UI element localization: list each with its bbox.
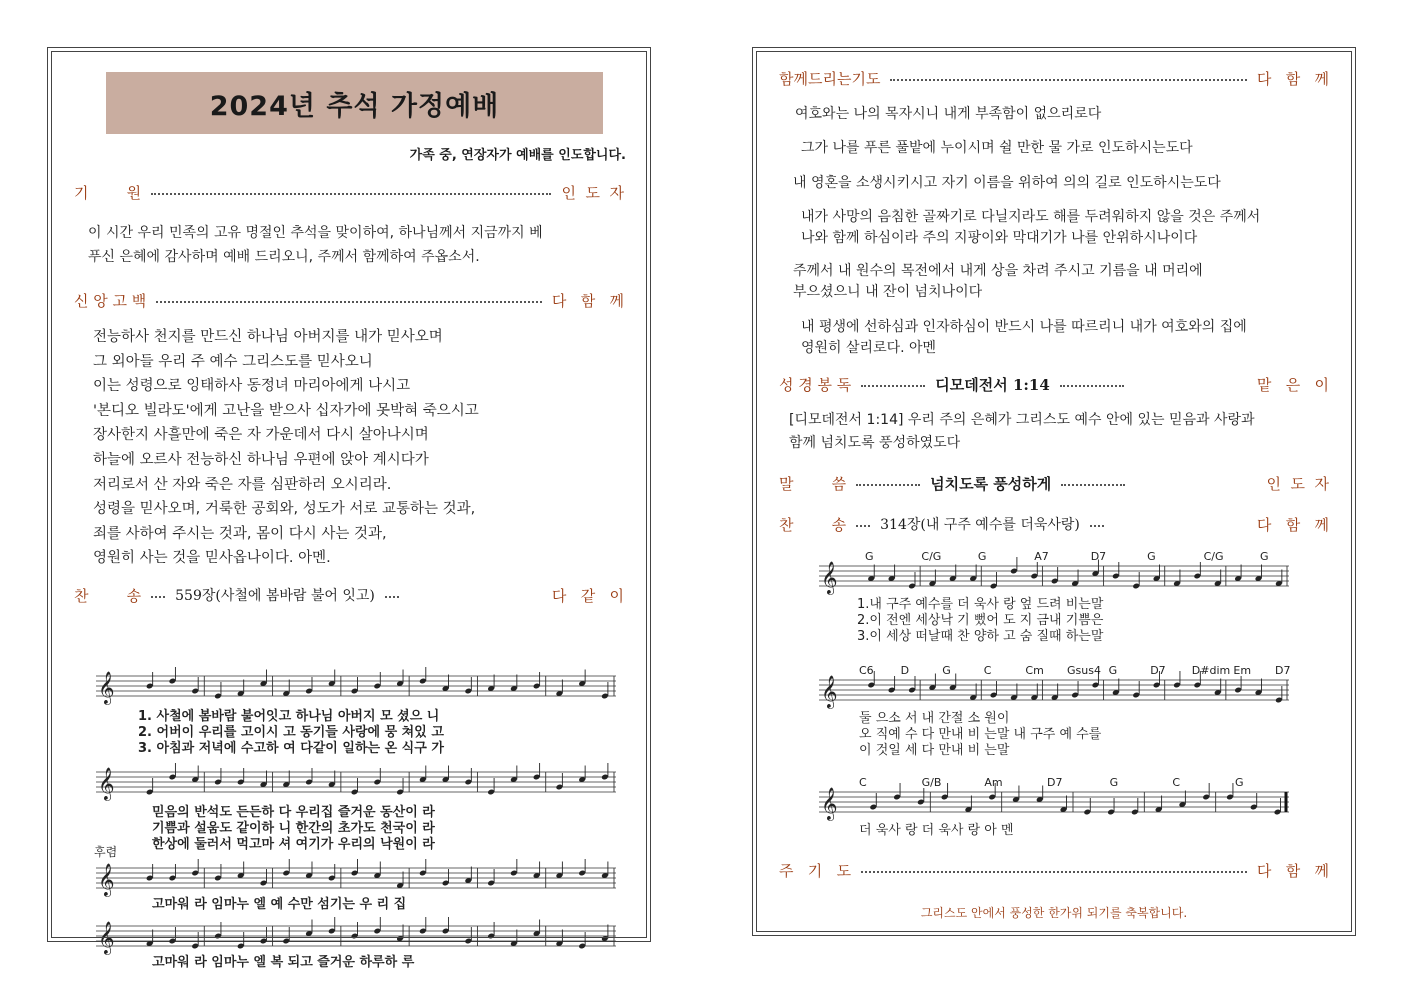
text-line: '본디오 빌라도'에게 고난을 받으사 십자가에 못박혀 죽으시고 xyxy=(93,402,479,419)
lords-prayer-who: 다 함 께 xyxy=(1256,861,1329,880)
chord-symbol: C xyxy=(859,776,867,789)
leader-dots xyxy=(385,596,399,598)
page-title: 2024년 추석 가정예배 xyxy=(209,90,500,122)
verse-line: 3.이 세상 떠날때 찬 양하 고 숨 질때 하는말 xyxy=(857,629,1104,644)
chord-symbol: A7 xyxy=(1034,550,1049,563)
treble-clef-icon: 𝄞 xyxy=(98,671,115,704)
chord-symbol: G xyxy=(1108,664,1118,677)
verse-line: 1. 사철에 봄바람 불어잇고 하나님 아버지 모 셨으 니 xyxy=(138,709,440,724)
chord-symbol: G xyxy=(977,550,987,563)
hymn-title: 559장(사철에 봄바람 불어 잇고) xyxy=(175,588,375,604)
chord-symbol: C/G xyxy=(1203,550,1224,563)
verse-line: 이 것일 세 다 만내 비 는말 xyxy=(859,743,1010,758)
psalm-label: 함께드리는기도 xyxy=(779,69,881,88)
text-line: 부으셨으니 내 잔이 넘치나이다 xyxy=(793,284,983,300)
verse-line: 2. 어버이 우리를 고이시 고 동기들 사랑에 뭉 쳐있 고 xyxy=(138,725,444,740)
verse-line: 1.내 구주 예수를 더 욱사 랑 엎 드려 비는말 xyxy=(857,597,1104,612)
hymn2-label: 찬 송 xyxy=(779,515,847,534)
leader-dots xyxy=(1061,484,1125,486)
psalm-verse xyxy=(793,261,1203,303)
leader-dots xyxy=(151,193,551,195)
text-line: 하늘에 오르사 전능하신 하나님 우편에 앉아 계시다가 xyxy=(93,451,429,468)
text-line: 죄를 사하여 주시는 것과, 몸이 다시 사는 것과, xyxy=(93,525,387,542)
chord-symbol: D7 xyxy=(1047,776,1063,789)
reading-heading xyxy=(779,372,1329,396)
chord-symbol: C/G xyxy=(921,550,942,563)
hymn-who: 다 같 이 xyxy=(551,586,624,605)
creed-who: 다 함 께 xyxy=(551,291,624,310)
verse-line: 둘 으소 서 내 간절 소 원이 xyxy=(859,711,1010,726)
chord-symbol: Gsus4 xyxy=(1067,664,1101,677)
verse-line: 한상에 둘러서 먹고마 셔 여기가 우리의 낙원이 라 xyxy=(152,837,435,852)
verse-line: 더 욱사 랑 더 욱사 랑 아 멘 xyxy=(859,823,1014,838)
text-line: 나와 함께 하심이라 주의 지팡이와 막대기가 나를 안위하시나이다 xyxy=(801,230,1198,246)
chord-symbol: D xyxy=(900,664,910,677)
chord-symbol: D7 xyxy=(1090,550,1107,563)
sermon-heading xyxy=(779,471,1329,495)
text-line: 그가 나를 푸른 풀밭에 누이시며 쉴 만한 물 가로 인도하시는도다 xyxy=(801,140,1193,156)
sermon-who: 인 도 자 xyxy=(1266,474,1329,493)
text-line: 영원히 사는 것을 믿사옵나이다. 아멘. xyxy=(93,550,331,567)
leader-dots xyxy=(156,301,542,303)
prayer-heading xyxy=(74,180,624,204)
creed-text xyxy=(93,325,479,571)
chord-symbol: C xyxy=(983,664,992,677)
verse-line: 기쁨과 설움도 같이하 니 한간의 초가도 천국이 라 xyxy=(152,821,435,836)
reading-label: 성 경 봉 독 xyxy=(779,375,852,394)
leader-dots xyxy=(1060,385,1124,387)
psalm-who: 다 함 께 xyxy=(1256,69,1329,88)
treble-clef-icon: 𝄞 xyxy=(821,787,838,820)
lords-prayer-heading xyxy=(779,858,1329,882)
chord-symbol: G/B xyxy=(921,776,942,789)
treble-clef-icon: 𝄞 xyxy=(98,863,115,896)
refrain-line: 고마워 라 임마누 엘 복 되고 즐거운 하루하 루 xyxy=(152,955,415,970)
closing-message: 그리스도 안에서 풍성한 한가위 되기를 축복합니다. xyxy=(920,906,1188,920)
text-line: 영원히 살리로다. 아멘 xyxy=(801,340,937,356)
psalm-verse xyxy=(801,207,1260,249)
psalm-verse xyxy=(793,173,1221,194)
verse-line: 믿음의 반석도 든든하 다 우리집 즐거운 동산이 라 xyxy=(152,805,435,820)
chord-symbol: G xyxy=(1147,550,1156,563)
reading-who: 맡 은 이 xyxy=(1256,375,1329,394)
leader-dots xyxy=(861,385,925,387)
prayer-text xyxy=(88,221,543,269)
text-line: 주께서 내 원수의 목전에서 내게 상을 차려 주시고 기름을 내 머리에 xyxy=(793,263,1203,279)
leader-dots xyxy=(890,79,1246,81)
text-line: 이 시간 우리 민족의 고유 명절인 추석을 맞이하여, 하나님께서 지금까지 베 xyxy=(88,225,543,241)
leader-dots xyxy=(856,484,920,486)
psalm-heading xyxy=(779,66,1329,90)
psalm-verse xyxy=(801,138,1193,159)
creed-label: 신 앙 고 백 xyxy=(74,291,147,310)
verse-line: 오 직예 수 다 만내 비 는말 내 구주 예 수를 xyxy=(859,727,1102,742)
treble-clef-icon: 𝄞 xyxy=(98,767,115,800)
hymn-label: 찬 송 xyxy=(74,586,142,605)
text-line: [디모데전서 1:14] 우리 주의 은혜가 그리스도 예수 안에 있는 믿음과 사랑과 xyxy=(789,412,1255,428)
treble-clef-icon: 𝄞 xyxy=(821,561,838,594)
chord-symbol: G xyxy=(1109,776,1119,789)
treble-clef-icon: 𝄞 xyxy=(821,675,838,708)
leader-dots xyxy=(856,525,870,527)
prayer-who: 인 도 자 xyxy=(561,183,624,202)
chord-symbol: G xyxy=(1235,776,1244,789)
leader-dots xyxy=(1090,525,1104,527)
chord-symbol: Am xyxy=(984,776,1003,789)
leader-dots xyxy=(861,871,1247,873)
hymn2-heading xyxy=(779,512,1329,536)
title-banner xyxy=(106,72,603,134)
chord-symbol: Em xyxy=(1233,664,1252,677)
left-page xyxy=(47,47,651,970)
chord-symbol: G xyxy=(1260,550,1269,563)
verse-line: 2.이 전엔 세상낙 기 뻤어 도 지 금내 기쁨은 xyxy=(857,613,1104,628)
text-line: 그 외아들 우리 주 예수 그리스도를 믿사오니 xyxy=(93,353,373,370)
refrain-line: 고마워 라 임마누 엘 예 수만 섬기는 우 리 집 xyxy=(152,897,407,912)
chord-symbol: D#dim xyxy=(1191,664,1231,677)
text-line: 장사한지 사흘만에 죽은 자 가운데서 다시 살아나시며 xyxy=(93,427,429,444)
text-line: 내가 사망의 음침한 골짜기로 다닐지라도 해를 두려워하지 않을 것은 주께서 xyxy=(801,209,1261,225)
hymn-559-score xyxy=(88,620,618,970)
creed-heading xyxy=(74,288,624,312)
psalm-verse xyxy=(795,104,1101,125)
text-line: 내 영혼을 소생시키시고 자기 이름을 위하여 의의 길로 인도하시는도다 xyxy=(793,175,1221,191)
subtitle: 가족 중, 연장자가 예배를 인도합니다. xyxy=(409,148,626,163)
hymn-heading xyxy=(74,583,624,607)
text-line: 푸신 은혜에 감사하며 예배 드리오니, 주께서 함께하여 주옵소서. xyxy=(88,249,480,265)
verse-line: 3. 아침과 저녁에 수고하 여 다같이 일하는 온 식구 가 xyxy=(138,741,444,756)
text-line: 전능하사 천지를 만드신 하나님 아버지를 내가 믿사오며 xyxy=(93,329,443,345)
text-line: 성령을 믿사오며, 거룩한 공회와, 성도가 서로 교통하는 것과, xyxy=(93,501,476,518)
hymn-314-score xyxy=(815,548,1295,843)
sermon-label: 말 씀 xyxy=(779,474,847,493)
right-page xyxy=(752,47,1356,936)
lords-prayer-label: 주 기 도 xyxy=(779,861,852,880)
chord-symbol: Cm xyxy=(1025,664,1044,677)
chord-symbol: D7 xyxy=(1150,664,1166,677)
reading-text xyxy=(789,409,1255,455)
chord-symbol: G xyxy=(942,664,951,677)
prayer-label: 기 원 xyxy=(74,183,142,202)
chord-symbol: G xyxy=(865,550,874,563)
text-line: 저리로서 산 자와 죽은 자를 심판하러 오시리라. xyxy=(93,476,392,493)
text-line: 내 평생에 선하심과 인자하심이 반드시 나를 따르리니 내가 여호와의 집에 xyxy=(801,319,1247,335)
reading-ref: 디모데전서 1:14 xyxy=(935,375,1050,394)
text-line: 함께 넘치도록 풍성하였도다 xyxy=(789,435,961,451)
hymn2-who: 다 함 께 xyxy=(1256,515,1329,534)
hymn2-title: 314장(내 구주 예수를 더욱사랑) xyxy=(880,517,1080,533)
text-line: 이는 성령으로 잉태하사 동정녀 마리아에게 나시고 xyxy=(93,378,411,395)
psalm-verse xyxy=(801,317,1247,359)
chord-symbol: C6 xyxy=(859,664,874,677)
refrain-label: 후렴 xyxy=(94,845,118,859)
chord-symbol: C xyxy=(1172,776,1181,789)
treble-clef-icon: 𝄞 xyxy=(98,921,115,954)
sermon-title: 넘치도록 풍성하게 xyxy=(930,474,1052,493)
chord-symbol: D7 xyxy=(1275,664,1291,677)
text-line: 여호와는 나의 목자시니 내게 부족함이 없으리로다 xyxy=(795,106,1102,122)
leader-dots xyxy=(151,596,165,598)
